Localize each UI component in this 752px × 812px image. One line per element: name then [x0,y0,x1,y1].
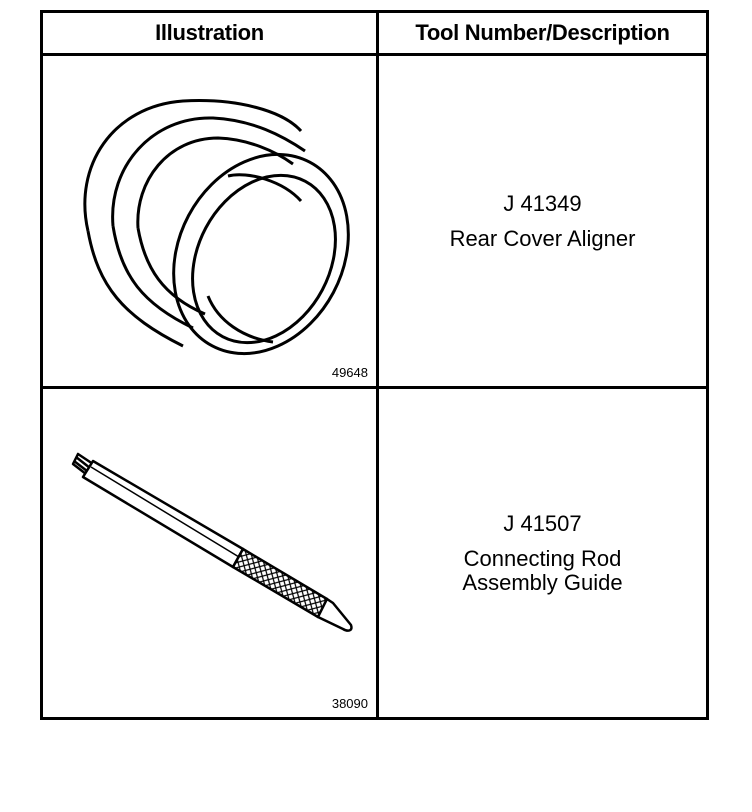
header-illustration: Illustration [155,20,264,45]
tool-number: J 41349 [503,191,582,216]
figure-number: 49648 [331,365,368,380]
description-cell-guide [379,389,706,717]
illustration-cell-guide [43,389,376,717]
figure-number: 38090 [331,696,368,711]
connecting-rod-guide-illustration [43,389,376,717]
tool-number: J 41507 [503,511,582,536]
tool-table [40,10,709,720]
rear-cover-aligner-illustration [43,56,376,386]
tool-description: Rear Cover Aligner [449,226,636,251]
description-cell-aligner [379,56,706,386]
header-tool-number-description: Tool Number/Description [415,20,670,45]
illustration-cell-aligner [43,56,376,386]
tool-description: Connecting Rod Assembly Guide [462,546,623,595]
